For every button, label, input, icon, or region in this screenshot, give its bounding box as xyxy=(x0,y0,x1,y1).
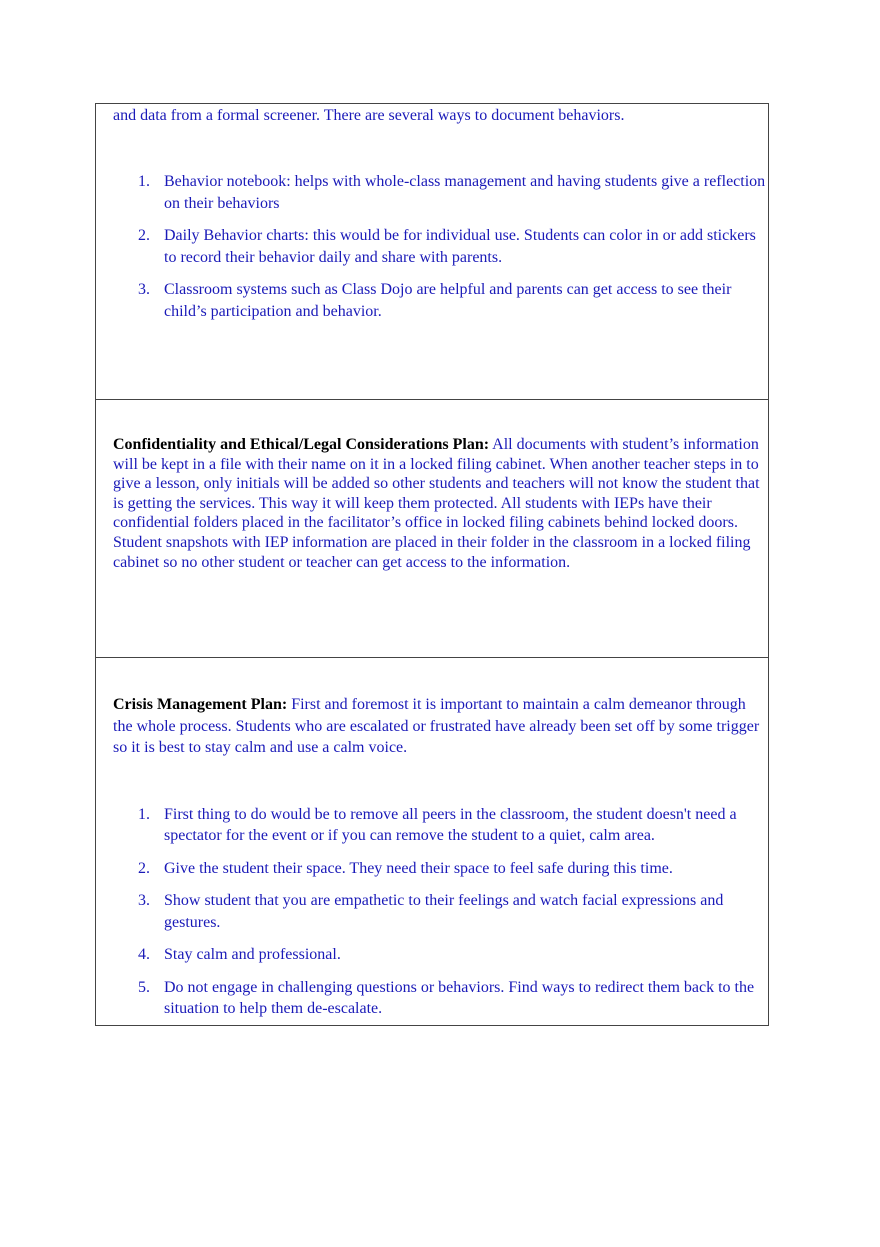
confidentiality-heading: Confidentiality and Ethical/Legal Considerations Plan: xyxy=(113,436,490,453)
crisis-management-cell xyxy=(96,657,768,1025)
list-item-text: Classroom systems such as Class Dojo are helpful and parents can get access to see their child’s participation and behavior. xyxy=(164,281,732,320)
list-item-text: Do not engage in challenging questions or behaviors. Find ways to redirect them back to the situation to help them de-escalate. xyxy=(164,978,755,1017)
list-number: 5. xyxy=(138,978,150,996)
list-item xyxy=(113,804,768,847)
crisis-paragraph xyxy=(113,658,763,759)
crisis-body: First and foremost it is important to maintain a calm demeanor through the whole process. Students who are escalated or frustrated have already been set off by some trigger so it is best to stay calm and use a calm voice. xyxy=(113,696,760,756)
list-number: 4. xyxy=(138,946,150,963)
list-item-text: Stay calm and professional. xyxy=(164,946,341,963)
crisis-heading: Crisis Management Plan: xyxy=(113,696,288,713)
list-number: 3. xyxy=(138,892,150,909)
crisis-steps-list xyxy=(113,804,768,1020)
list-number: 1. xyxy=(138,173,150,190)
list-item xyxy=(113,225,768,268)
list-item xyxy=(113,279,768,322)
confidentiality-body: All documents with student’s information will be kept in a file with their name on it in a locked filing cabinet. When another teacher steps in to give a lesson, only initials will be added so other students and teachers will not know the student that is getting the services. This way it will keep them protected. All students with IEPs have their confidential folders placed in the facilitator’s office in locked filing cabinets behind locked doors. Student snapshots with IEP information are placed in their folder in the classroom in a locked filing cabinet so no other student or teacher can get access to the information. xyxy=(113,436,760,571)
list-item xyxy=(113,977,768,1020)
plan-table xyxy=(95,103,769,1026)
list-number: 2. xyxy=(138,859,150,877)
list-item-text: Daily Behavior charts: this would be for individual use. Students can color in or add stickers to record their behavior daily and share with parents. xyxy=(164,227,756,266)
list-item-text: Behavior notebook: helps with whole-class management and having students give a reflection on their behaviors xyxy=(164,173,766,212)
list-number: 1. xyxy=(138,805,150,823)
confidentiality-paragraph xyxy=(113,400,769,572)
behavior-intro: and data from a formal screener. There are several ways to document behaviors. xyxy=(113,107,625,124)
list-item xyxy=(113,944,768,966)
list-item xyxy=(113,858,768,880)
list-item xyxy=(113,890,768,933)
list-item-text: Show student that you are empathetic to their feelings and watch facial expressions and gestures. xyxy=(164,892,724,931)
list-item-text: First thing to do would be to remove all peers in the classroom, the student doesn't need a spectator for the event or if you can remove the student to a quiet, calm area. xyxy=(164,805,737,844)
behavior-documentation-cell xyxy=(96,104,768,399)
confidentiality-cell xyxy=(96,399,768,657)
list-item xyxy=(113,171,768,214)
list-number: 2. xyxy=(138,227,150,244)
list-number: 3. xyxy=(138,281,150,298)
behavior-methods-list xyxy=(113,171,768,322)
list-item-text: Give the student their space. They need their space to feel safe during this time. xyxy=(164,859,673,877)
